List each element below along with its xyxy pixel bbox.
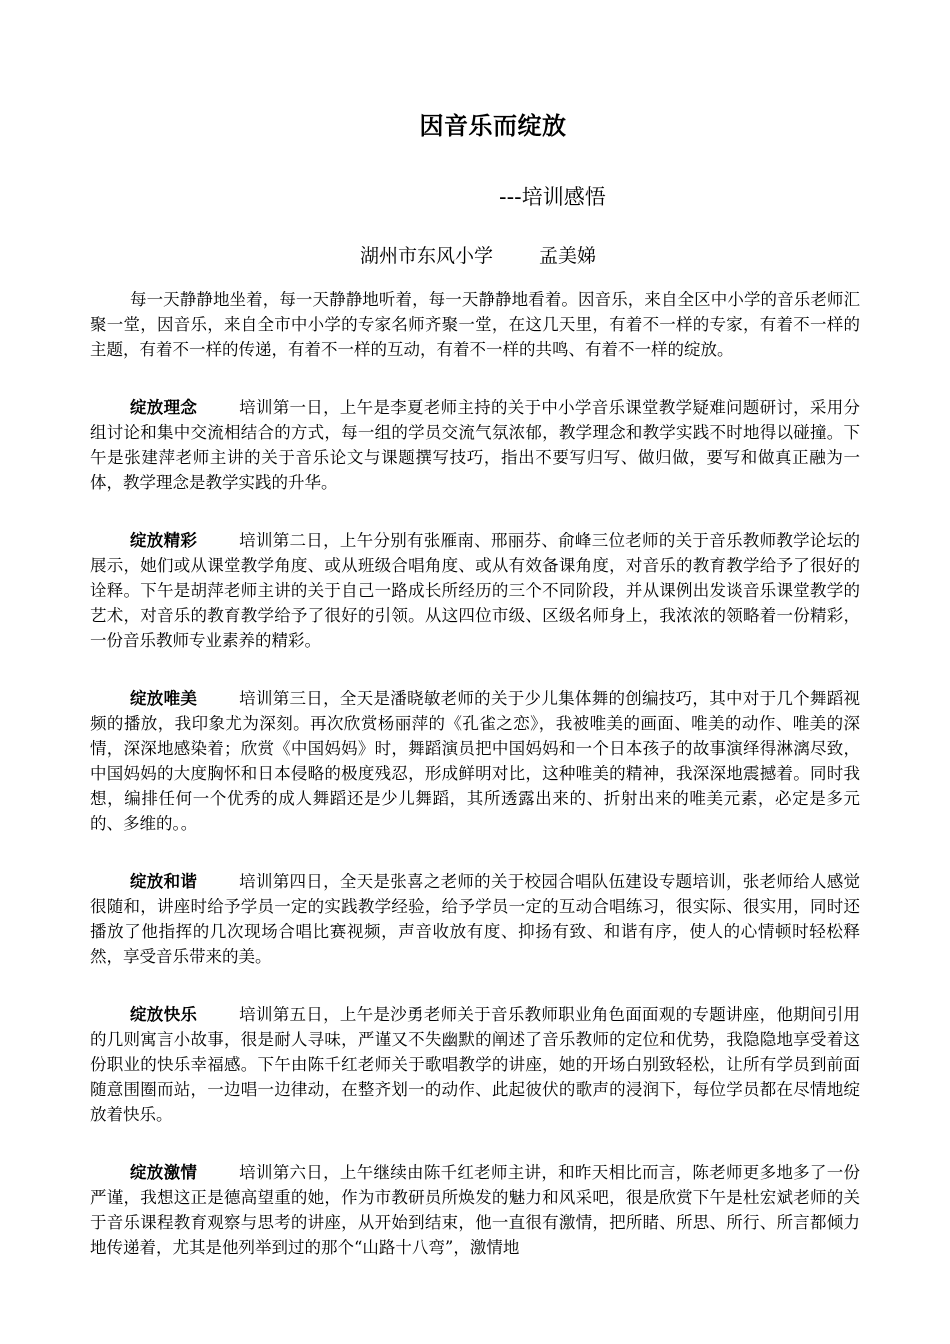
section-paragraph	[90, 1160, 860, 1260]
section-heading: 绽放精彩	[130, 531, 198, 550]
school-name: 湖州市东风小学	[360, 245, 494, 267]
section-paragraph	[90, 528, 860, 653]
intro-paragraph: 每一天静静地坐着，每一天静静地听着，每一天静静地看着。因音乐，来自全区中小学的音乐老师汇聚一堂，因音乐，来自全市中小学的专家名师齐聚一堂，在这几天里，有着不一样的专家，有着不一样的主题，有着不一样的传递，有着不一样的互动，有着不一样的共鸣、有着不一样的绽放。	[90, 290, 860, 359]
document-body	[90, 287, 860, 1293]
section-paragraph	[90, 869, 860, 969]
section-paragraph	[90, 1002, 860, 1127]
section-heading: 绽放唯美	[130, 689, 198, 708]
byline	[360, 241, 596, 268]
section-heading: 绽放激情	[130, 1163, 198, 1182]
section-text: 培训第二日，上午分别有张雁南、邢丽芬、俞峰三位老师的关于音乐教师教学论坛的展示，她们或从课堂教学角度、或从班级合唱角度、或从有效备课角度，对音乐的教育教学给予了很好的诠释。下午是胡萍老师主讲的关于自己一路成长所经历的三个不同阶段，并从课例出发谈音乐课堂教学的艺术，对音乐的教育教学给予了很好的引领。从这四位市级、区级名师身上，我浓浓的领略着一份精彩，一份音乐教师专业素养的精彩。	[90, 531, 861, 650]
section-text: 培训第三日，全天是潘晓敏老师的关于少儿集体舞的创编技巧，其中对于几个舞蹈视频的播放，我印象尤为深刻。再次欣赏杨丽萍的《孔雀之恋》，我被唯美的画面、唯美的动作、唯美的深情，深深地感染着；欣赏《中国妈妈》时，舞蹈演员把中国妈妈和一个日本孩子的故事演绎得淋漓尽致，中国妈妈的大度胸怀和日本侵略的极度残忍，形成鲜明对比，这种唯美的精神，我深深地震撼着。同时我想，编排任何一个优秀的成人舞蹈还是少儿舞蹈，其所透露出来的、折射出来的唯美元素，必定是多元的、多维的。。	[90, 689, 861, 833]
section-paragraph	[90, 686, 860, 836]
section-text: 培训第五日，上午是沙勇老师关于音乐教师职业角色面面观的专题讲座，他期间引用的几则寓言小故事，很是耐人寻味，严谨又不失幽默的阐述了音乐教师的定位和优势，我隐隐地享受着这份职业的快乐幸福感。下午由陈千红老师关于歌唱教学的讲座，她的开场白别致轻松，让所有学员到前面随意围圈而站，一边唱一边律动，在整齐划一的动作、此起彼伏的歌声的浸润下，每位学员都在尽情地绽放着快乐。	[90, 1005, 861, 1124]
section-text: 培训第四日，全天是张喜之老师的关于校园合唱队伍建设专题培训，张老师给人感觉很随和，讲座时给予学员一定的实践教学经验，给予学员一定的互动合唱练习，很实际、很实用，同时还播放了他指挥的几次现场合唱比赛视频，声音收放有度、抑扬有致、和谐有序，使人的心情顿时轻松释然，享受音乐带来的美。	[90, 872, 861, 966]
author-name: 孟美娣	[539, 245, 597, 267]
section-text: 培训第六日，上午继续由陈千红老师主讲，和昨天相比而言，陈老师更多地多了一份严谨，我想这正是德高望重的她，作为市教研员所焕发的魅力和风采吧，很是欣赏下午是杜宏斌老师的关于音乐课程教育观察与思考的讲座，从开始到结束，他一直很有激情，把所睹、所思、所行、所言都倾力地传递着，尤其是他列举到过的那个“山路十八弯”，激情地	[90, 1163, 861, 1257]
document-subtitle: ---培训感悟	[499, 185, 606, 209]
section-paragraph	[90, 395, 860, 495]
section-heading: 绽放理念	[130, 398, 198, 417]
section-heading: 绽放快乐	[130, 1005, 198, 1024]
document-title: 因音乐而绽放	[419, 112, 567, 140]
section-heading: 绽放和谐	[130, 872, 198, 891]
section-text: 培训第一日，上午是李夏老师主持的关于中小学音乐课堂教学疑难问题研讨，采用分组讨论和集中交流相结合的方式，每一组的学员交流气氛浓郁，教学理念和教学实践不时地得以碰撞。下午是张建萍老师主讲的关于音乐论文与课题撰写技巧，指出不要写归写、做归做，要写和做真正融为一体，教学理念是教学实践的升华。	[90, 398, 861, 492]
